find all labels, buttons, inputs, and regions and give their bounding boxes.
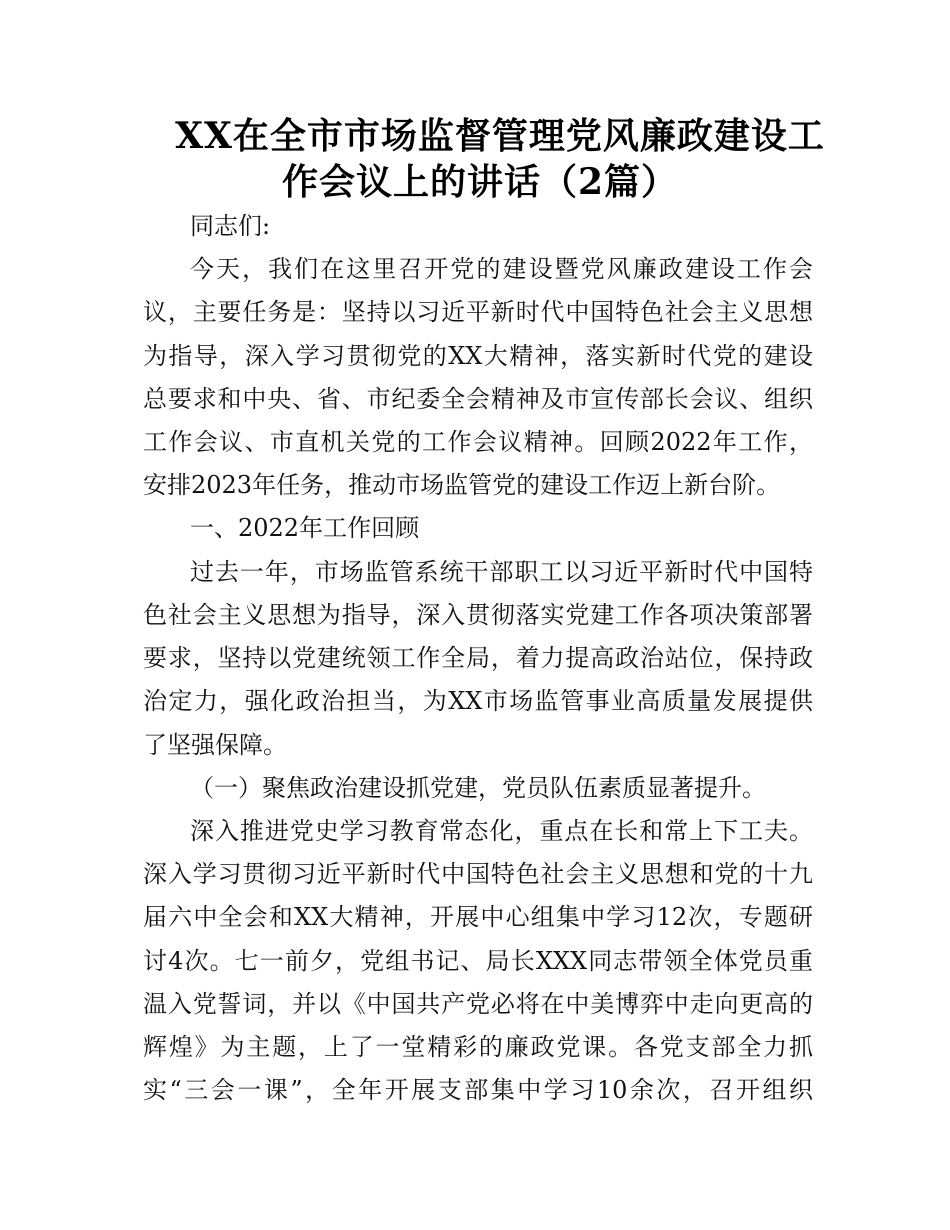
document-title-line-1: XX在全市市场监督管理党风廉政建设工 — [175, 115, 825, 157]
salutation: 同志们: — [190, 212, 271, 240]
body-line: 总要求和中央、省、市纪委全会精神及市宣传部长会议、组织 — [143, 385, 813, 413]
body-line: 色社会主义思想为指导，深入贯彻落实党建工作各项决策部署 — [143, 601, 813, 629]
body-line: 讨4次。七一前夕，党组书记、局长XXX同志带领全体党员重 — [143, 947, 813, 975]
section-heading: 一、2022年工作回顾 — [190, 514, 420, 542]
body-line: 过去一年，市场监管系统干部职工以习近平新时代中国特 — [190, 558, 813, 586]
body-line: 工作会议、市直机关党的工作会议精神。回顾2022年工作， — [143, 428, 813, 456]
body-line: 了坚强保障。 — [143, 731, 287, 759]
body-line: 安排2023年任务，推动市场监管党的建设工作迈上新台阶。 — [143, 471, 781, 499]
body-line: 实“三会一课”，全年开展支部集中学习10余次，召开组织 — [143, 1076, 813, 1104]
subsection-heading: （一）聚焦政治建设抓党建，党员队伍素质显著提升。 — [190, 774, 766, 802]
body-line: 为指导，深入学习贯彻党的XX大精神，落实新时代党的建设 — [143, 342, 813, 370]
body-line: 深入推进党史学习教育常态化，重点在长和常上下工夫。 — [190, 817, 813, 845]
body-line: 治定力，强化政治担当，为XX市场监管事业高质量发展提供 — [143, 687, 813, 715]
body-line: 今天，我们在这里召开党的建设暨党风廉政建设工作会 — [190, 255, 813, 283]
body-line: 温入党誓词，并以《中国共产党必将在中美博弈中走向更高的 — [143, 990, 813, 1018]
body-line: 要求，坚持以党建统领工作全局，着力提高政治站位，保持政 — [143, 644, 813, 672]
document-title-line-2: 作会议上的讲话（2篇） — [281, 161, 679, 203]
body-line: 辉煌》为主题，上了一堂精彩的廉政党课。各党支部全力抓 — [143, 1033, 813, 1061]
body-line: 议，主要任务是：坚持以习近平新时代中国特色社会主义思想 — [143, 298, 813, 326]
body-line: 深入学习贯彻习近平新时代中国特色社会主义思想和党的十九 — [143, 860, 813, 888]
body-line: 届六中全会和XX大精神，开展中心组集中学习12次，专题研 — [143, 903, 813, 931]
